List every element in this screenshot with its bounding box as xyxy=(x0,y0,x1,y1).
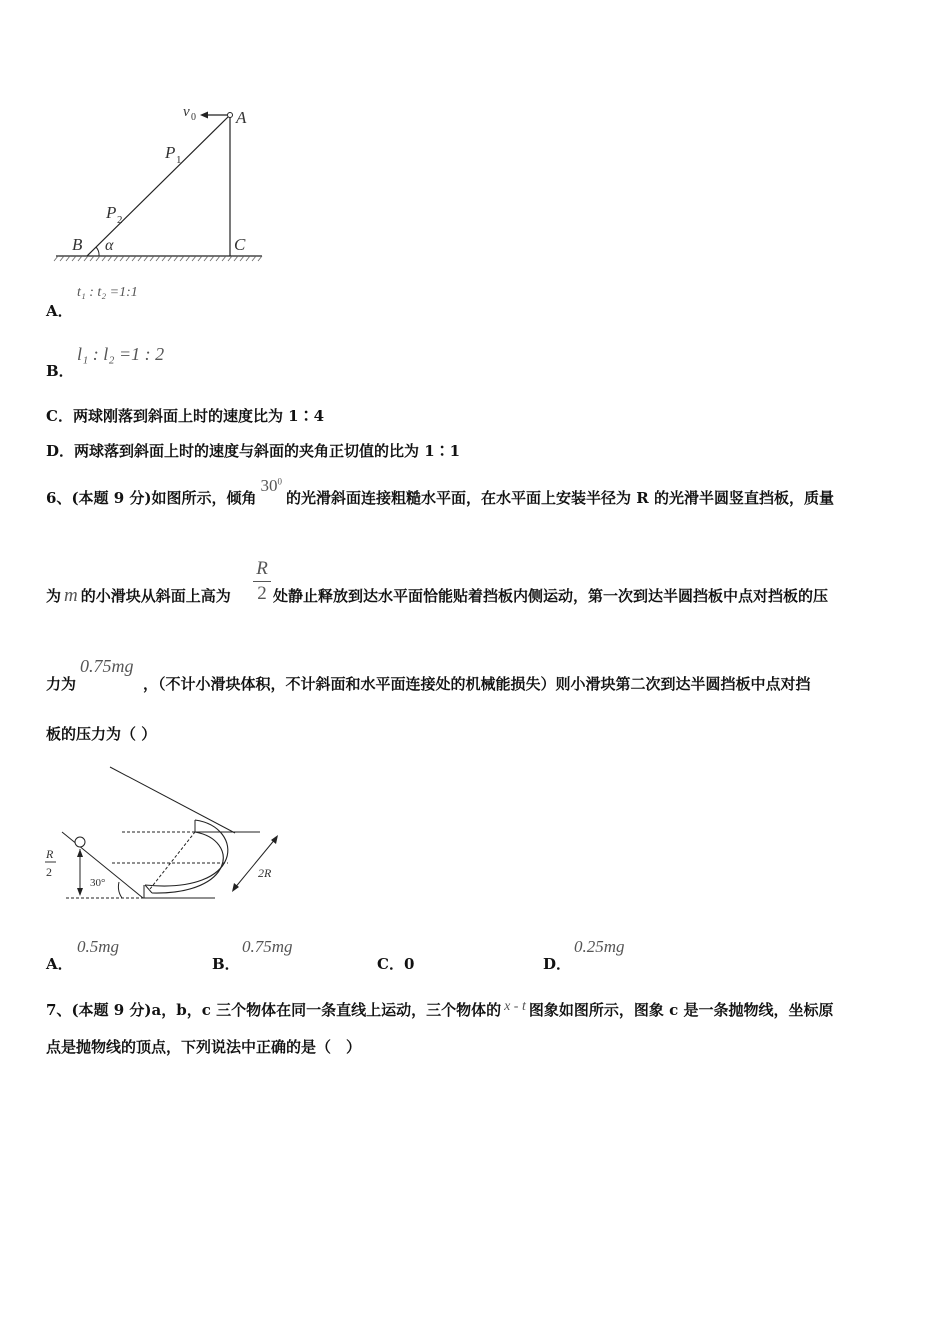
two-r-label: 2R xyxy=(258,866,272,880)
incline-figure xyxy=(50,98,270,268)
q6-line2b: 处静止释放到达水平面恰能贴着挡板内侧运动，第一次到达半圆挡板中点对挡板的压 xyxy=(273,587,829,605)
option-a: A． xyxy=(46,302,73,320)
alpha-label: α xyxy=(105,237,114,254)
option-d: D．两球落到斜面上时的速度与斜面的夹角正切值的比为 1∶1 xyxy=(46,442,461,460)
q6-line3: 力为 xyxy=(46,675,77,693)
p1-label: P xyxy=(165,143,176,162)
point-c-label: C xyxy=(234,235,246,254)
q6-option-d-value: 0.25mg xyxy=(574,937,625,956)
v0-label: v xyxy=(183,104,190,120)
incline-line xyxy=(87,115,230,256)
svg-text:2: 2 xyxy=(46,865,52,879)
svg-text:R: R xyxy=(46,847,54,861)
q6-option-b-value: 0.75mg xyxy=(242,937,293,956)
q6-line4: 板的压力为（ ） xyxy=(46,725,157,743)
q6-option-c: C．0 xyxy=(377,955,415,973)
point-a-label: A xyxy=(236,108,247,127)
q7-line1: 7、(本题 9 分)a，b，c 三个物体在同一条直线上运动，三个物体的 x - t 图象如图所示，图象 c 是一条抛物线，坐标原 xyxy=(46,999,834,1019)
point-b-label: B xyxy=(72,235,83,254)
q6-line3b: ，（不计小滑块体积，不计斜面和水平面连接处的机械能损失）则小滑块第二次到达半圆挡板中点对挡 xyxy=(143,675,811,693)
baffle-figure xyxy=(40,765,300,915)
fraction-r-over-2: R 2 xyxy=(253,558,271,605)
option-c: C．两球刚落到斜面上时的速度比为 1∶4 xyxy=(46,407,325,425)
force-value: 0.75mg xyxy=(80,656,134,676)
q6-option-d: D． xyxy=(543,955,572,973)
svg-text:2: 2 xyxy=(117,214,123,226)
angle-30-label: 30° xyxy=(90,877,106,889)
q7-line2: 点是抛物线的顶点，下列说法中正确的是（ ） xyxy=(46,1038,362,1056)
q6-option-b: B． xyxy=(212,955,240,973)
q6-option-a-value: 0.5mg xyxy=(77,937,120,956)
q6-option-a: A． xyxy=(46,955,73,973)
option-b-math: l₁ : l₂ =1 : 2 xyxy=(77,344,165,364)
option-b: B． xyxy=(46,362,74,380)
q6-line2: 为 m 的小滑块从斜面上高为 xyxy=(46,585,231,606)
svg-text:1: 1 xyxy=(176,154,182,166)
option-a-math: t₁ : t₂ =1:1 xyxy=(77,285,138,300)
p2-label: P xyxy=(106,203,117,222)
svg-text:0: 0 xyxy=(191,112,196,123)
q6-line1: 6、(本题 9 分)如图所示，倾角$30^0$的光滑斜面连接粗糙水平面，在水平面上安装半径为 R 的光滑半圆竖直挡板，质量 xyxy=(46,476,834,507)
